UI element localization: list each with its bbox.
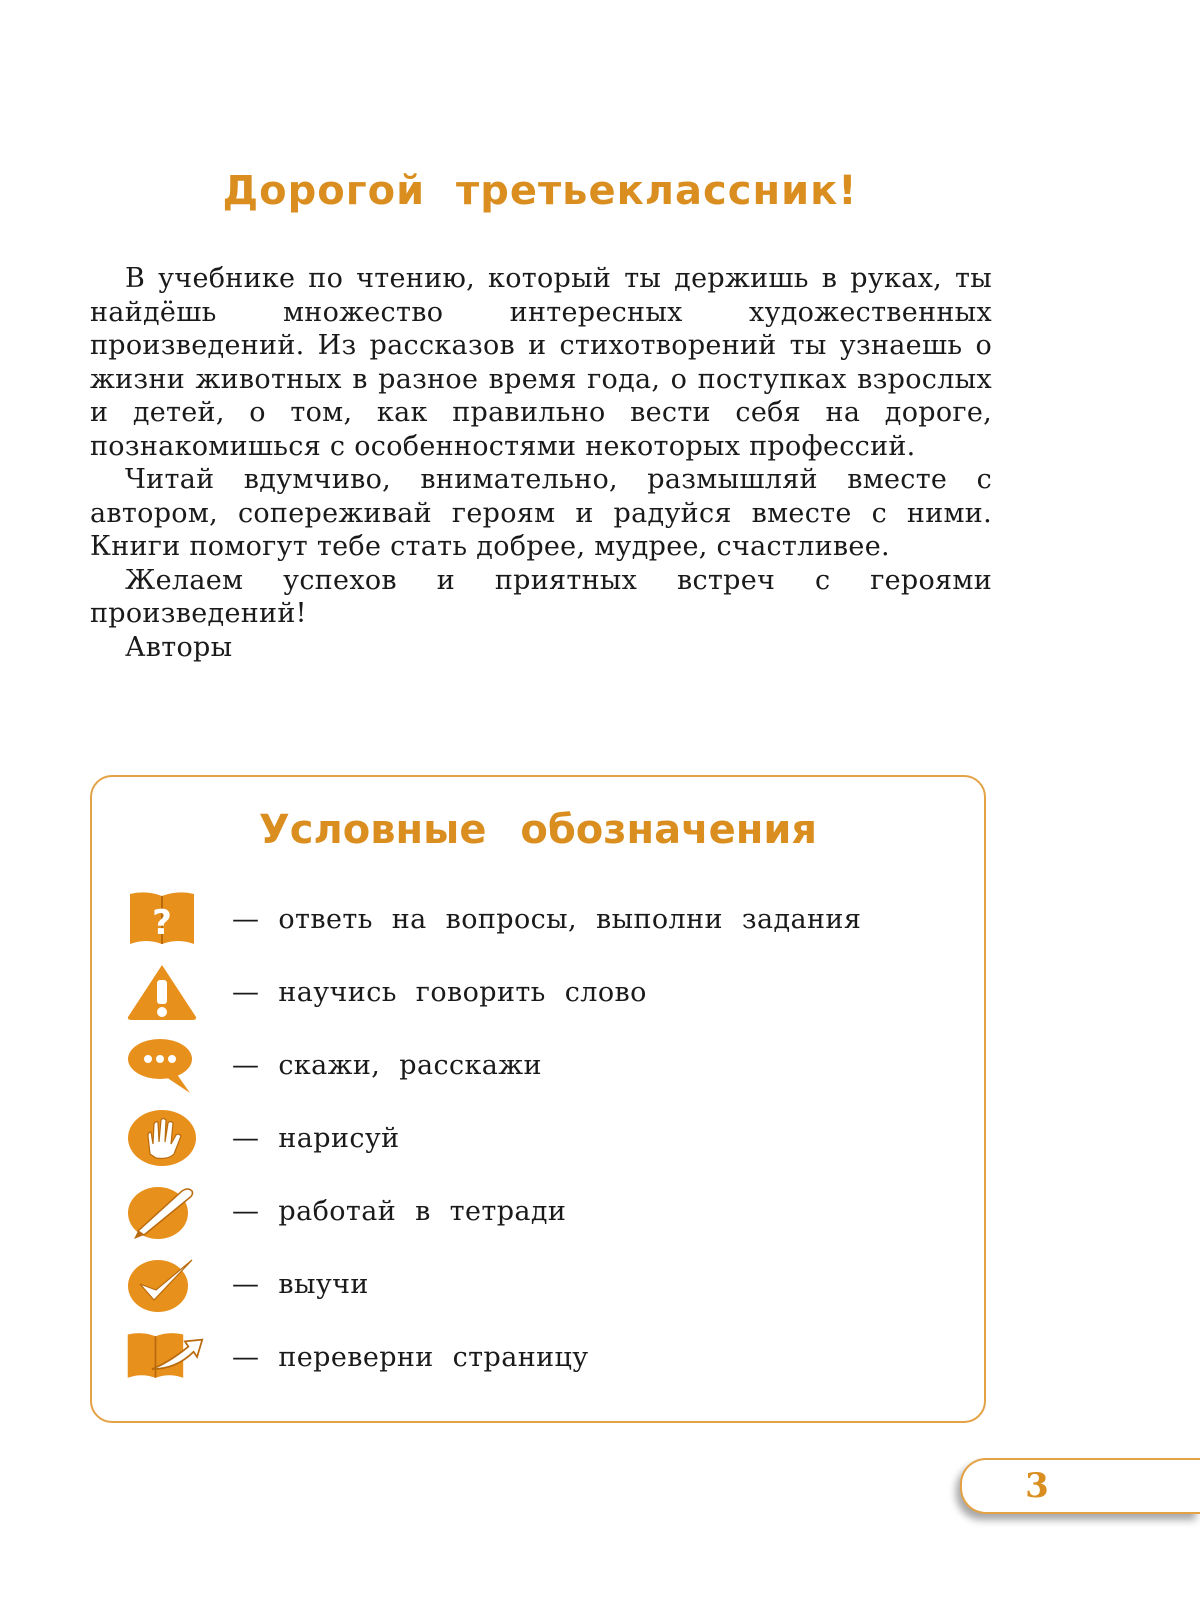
legend-item-text: — выучи	[232, 1268, 369, 1300]
checkmark-icon	[126, 1252, 204, 1316]
page-title: Дорогой третьеклассник!	[222, 168, 858, 214]
speech-bubble-icon	[126, 1033, 204, 1097]
pen-icon	[126, 1179, 204, 1243]
legend-item-questions	[126, 889, 861, 949]
legend-item-text: — переверни страницу	[232, 1341, 589, 1373]
legend-item-draw	[126, 1108, 400, 1168]
legend-item-tell	[126, 1035, 542, 1095]
page-number-tab	[960, 1458, 1200, 1514]
turn-page-icon	[126, 1325, 204, 1389]
legend-item-turn-page	[126, 1327, 589, 1387]
exclamation-triangle-icon	[126, 960, 204, 1024]
page-number: 3	[1025, 1466, 1049, 1506]
signature: Авторы	[125, 631, 233, 663]
legend-item-text: — скажи, расскажи	[232, 1049, 542, 1081]
svg-text:?: ?	[152, 903, 172, 943]
hand-icon	[126, 1106, 204, 1170]
legend-item-text: — научись говорить слово	[232, 976, 647, 1008]
legend-item-text: — ответь на вопросы, выполни задания	[232, 903, 862, 935]
intro-paragraph-3: Желаем успехов и приятных встреч с героями произведений!	[90, 564, 992, 629]
question-book-icon	[126, 887, 204, 951]
legend-item-word	[126, 962, 647, 1022]
legend-title: Условные обозначения	[258, 807, 818, 853]
legend-item-text: — нарисуй	[232, 1122, 400, 1154]
intro-text	[90, 262, 992, 664]
legend-box	[90, 775, 986, 1423]
intro-paragraph-2: Читай вдумчиво, внимательно, размышляй вместе с автором, сопереживай героям и радуйся вместе с ними. Книги помогут тебе стать добрее, мудрее, счастливее.	[90, 464, 992, 562]
intro-paragraph-1: В учебнике по чтению, который ты держишь в руках, ты найдёшь множество интересных художественных произведений. Из рассказов и стихотворений ты узнаешь о жизни животных в разное время года, о поступках взрослых и детей, о том, как правильно вести себя на дороге, познакомишься с особенностями некоторых профессий.	[90, 263, 992, 462]
legend-item-text: — работай в тетради	[232, 1195, 567, 1227]
legend-item-learn	[126, 1254, 369, 1314]
legend-item-notebook	[126, 1181, 566, 1241]
